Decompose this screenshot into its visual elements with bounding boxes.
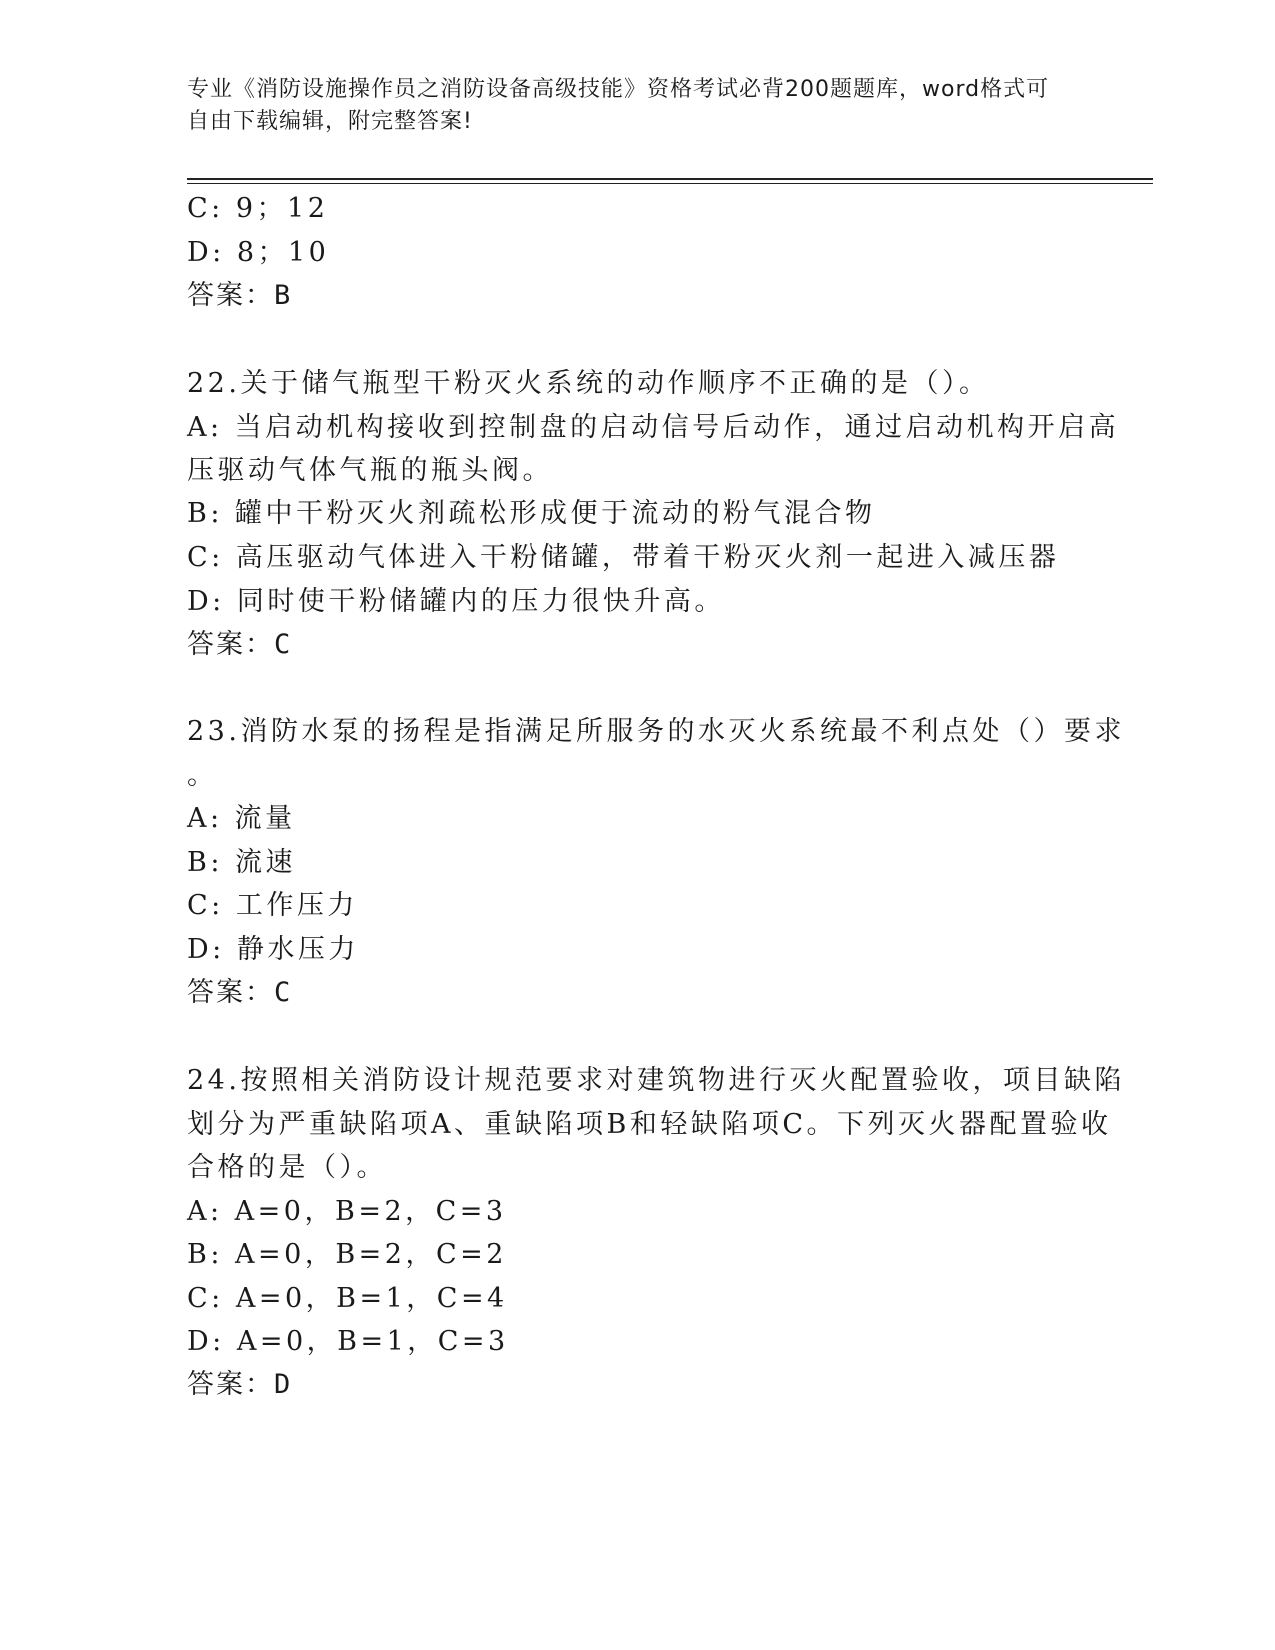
answer-label: 答案：D: [187, 1369, 293, 1400]
option-d: D: 静水压力: [187, 934, 359, 965]
option-d: D: 8；10: [187, 237, 330, 268]
option-a: A: A=0，B=2，C=3: [187, 1196, 507, 1227]
header-divider-thin: [187, 183, 1153, 184]
option-d: D: 同时使干粉储罐内的压力很快升高。: [187, 586, 725, 617]
question-stem-continued-2: 合格的是（）。: [187, 1152, 387, 1183]
question-stem-continued: 划分为严重缺陷项A、重缺陷项B和轻缺陷项C。下列灭火器配置验收: [187, 1109, 1112, 1140]
answer-label: 答案：C: [187, 977, 293, 1008]
option-c: C: 工作压力: [187, 890, 358, 921]
answer-label: 答案：B: [187, 280, 293, 311]
question-stem-continued: 。: [187, 760, 218, 791]
option-b: B: 罐中干粉灭火剂疏松形成便于流动的粉气混合物: [187, 498, 876, 529]
question-stem: 22.关于储气瓶型干粉灭火系统的动作顺序不正确的是（）。: [187, 368, 990, 399]
option-a: A: 当启动机构接收到控制盘的启动信号后动作，通过启动机构开启高: [187, 412, 1120, 443]
document-header: 专业《消防设施操作员之消防设备高级技能》资格考试必背200题题库，word格式可自由下载编辑，附完整答案!: [187, 77, 1050, 134]
option-c: C: 9；12: [187, 193, 329, 224]
option-d: D: A=0，B=1，C=3: [187, 1326, 509, 1357]
option-c: C: A=0，B=1，C=4: [187, 1283, 508, 1314]
option-a-continued: 压驱动气体气瓶的瓶头阀。: [187, 455, 553, 486]
header-divider-thick: [187, 178, 1153, 180]
option-b: B: 流速: [187, 847, 297, 878]
option-c: C: 高压驱动气体进入干粉储罐，带着干粉灭火剂一起进入减压器: [187, 542, 1060, 573]
option-b: B: A=0，B=2，C=2: [187, 1239, 507, 1270]
option-a: A: 流量: [187, 803, 296, 834]
answer-label: 答案：C: [187, 629, 293, 660]
question-stem: 24.按照相关消防设计规范要求对建筑物进行灭火配置验收，项目缺陷: [187, 1065, 1125, 1096]
question-stem: 23.消防水泵的扬程是指满足所服务的水灭火系统最不利点处（）要求: [187, 716, 1125, 747]
